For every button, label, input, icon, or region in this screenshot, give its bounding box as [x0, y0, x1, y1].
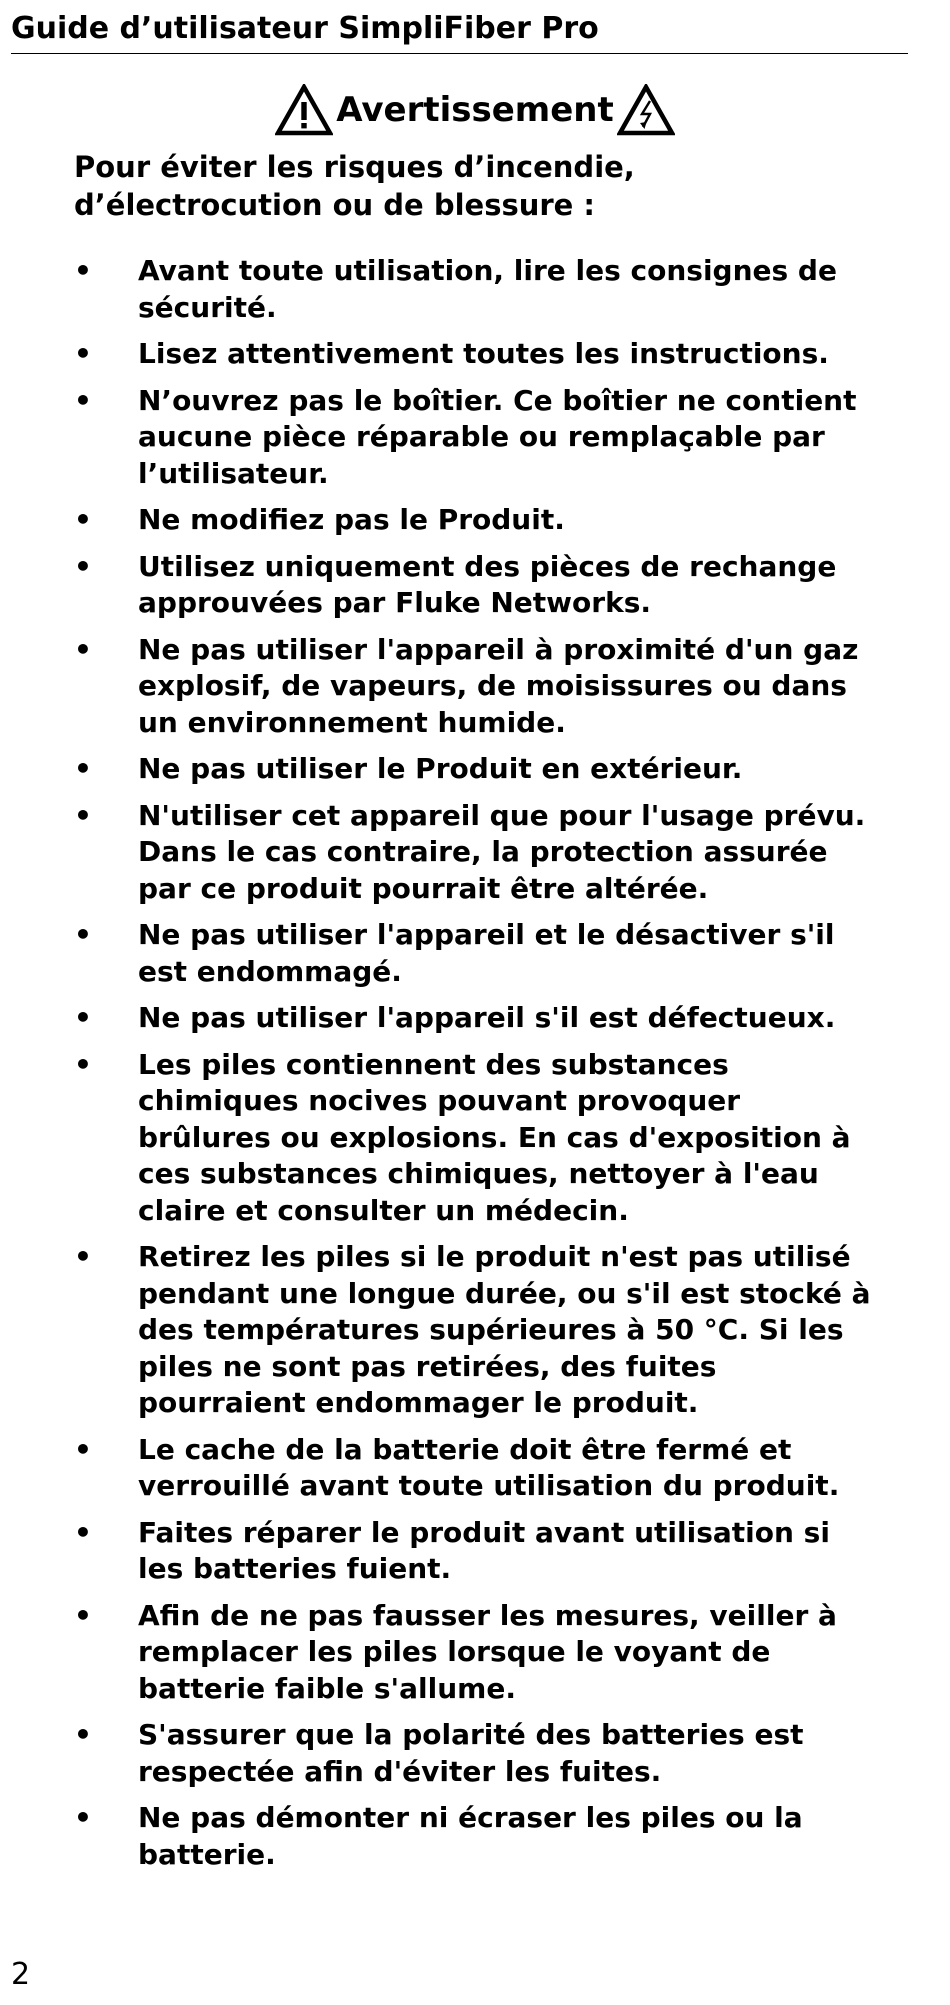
- list-item: [74, 383, 874, 493]
- list-item: [74, 1432, 874, 1505]
- list-item: [74, 1800, 874, 1873]
- bullet-icon: •: [74, 632, 92, 666]
- bullet-icon: •: [74, 1515, 92, 1549]
- page-header: [11, 10, 908, 54]
- bullet-icon: •: [74, 1432, 92, 1466]
- warning-triangle-icon: [275, 84, 333, 136]
- list-item-text: Ne pas utiliser l'appareil s'il est défectueux.: [138, 1001, 836, 1034]
- list-item: [74, 1239, 874, 1422]
- warning-heading: [0, 82, 950, 138]
- bullet-icon: •: [74, 337, 92, 370]
- list-item-text: Le cache de la batterie doit être fermé et verrouillé avant toute utilisation du produit.: [138, 1432, 840, 1502]
- list-item-text: Afin de ne pas fausser les mesures, veiller à remplacer les piles lorsque le voyant de batterie faible s'allume.: [138, 1598, 837, 1705]
- list-item-text: Utilisez uniquement des pièces de rechange approuvées par Fluke Networks.: [138, 549, 837, 619]
- list-item-text: Retirez les piles si le produit n'est pas utilisé pendant une longue durée, ou s'il est stocké à des températures supérieures à 50 °C. Si les piles ne sont pas retirées, des fuites pourraient endommager le produit.: [138, 1240, 871, 1419]
- list-item: [74, 917, 874, 990]
- list-item: [74, 1598, 874, 1708]
- bullet-icon: •: [74, 1001, 92, 1034]
- list-item: [74, 502, 874, 539]
- list-item: [74, 336, 874, 373]
- list-item-text: Ne pas utiliser l'appareil à proximité d'un gaz explosif, de vapeurs, de moisissures ou dans un environnement humide.: [138, 632, 859, 739]
- list-item-text: Ne modifiez pas le Produit.: [138, 503, 565, 536]
- list-item-text: Ne pas utiliser l'appareil et le désactiver s'il est endommagé.: [138, 918, 835, 988]
- list-item-text: Ne pas démonter ni écraser les piles ou la batterie.: [138, 1801, 803, 1871]
- electric-hazard-icon: [617, 84, 675, 136]
- list-item-text: Avant toute utilisation, lire les consignes de sécurité.: [138, 254, 837, 324]
- bullet-icon: •: [74, 798, 92, 832]
- list-item-text: Les piles contiennent des substances chimiques nocives pouvant provoquer brûlures ou explosions. En cas d'exposition à ces substances chimiques, nettoyer à l'eau claire et consulter un médecin.: [138, 1047, 851, 1227]
- list-item: [74, 253, 874, 326]
- bullet-icon: •: [74, 1598, 92, 1632]
- bullet-icon: •: [74, 1047, 92, 1081]
- list-item: [74, 1717, 874, 1790]
- list-item-text: S'assurer que la polarité des batteries est respectée afin d'éviter les fuites.: [138, 1718, 804, 1788]
- warning-intro: Pour éviter les risques d’incendie, d’électrocution ou de blessure :: [74, 150, 635, 222]
- bullet-icon: •: [74, 1240, 92, 1273]
- bullet-icon: •: [74, 1718, 92, 1751]
- bullet-icon: •: [74, 752, 92, 785]
- list-item-text: N'utiliser cet appareil que pour l'usage prévu. Dans le cas contraire, la protection assurée par ce produit pourrait être altérée.: [138, 798, 866, 905]
- bullet-icon: •: [74, 503, 92, 536]
- list-item: [74, 751, 874, 788]
- list-item-text: Faites réparer le produit avant utilisation si les batteries fuient.: [138, 1515, 830, 1585]
- safety-instructions-list: [74, 253, 874, 1883]
- warning-title: Avertissement: [336, 90, 614, 130]
- bullet-icon: •: [74, 254, 92, 287]
- list-item: [74, 1000, 874, 1037]
- bullet-icon: •: [74, 1801, 92, 1834]
- list-item: [74, 798, 874, 908]
- list-item-text: N’ouvrez pas le boîtier. Ce boîtier ne contient aucune pièce réparable ou remplaçable par l’utilisateur.: [138, 383, 857, 490]
- bullet-icon: •: [74, 918, 92, 951]
- bullet-icon: •: [74, 383, 92, 417]
- list-item: [74, 1047, 874, 1230]
- list-item-text: Lisez attentivement toutes les instructions.: [138, 337, 829, 370]
- document-title: Guide d’utilisateur SimpliFiber Pro: [11, 11, 599, 46]
- list-item: [74, 632, 874, 742]
- list-item-text: Ne pas utiliser le Produit en extérieur.: [138, 752, 743, 785]
- bullet-icon: •: [74, 549, 92, 583]
- list-item: [74, 1515, 874, 1588]
- list-item: [74, 549, 874, 622]
- page-number: 2: [11, 1957, 31, 1992]
